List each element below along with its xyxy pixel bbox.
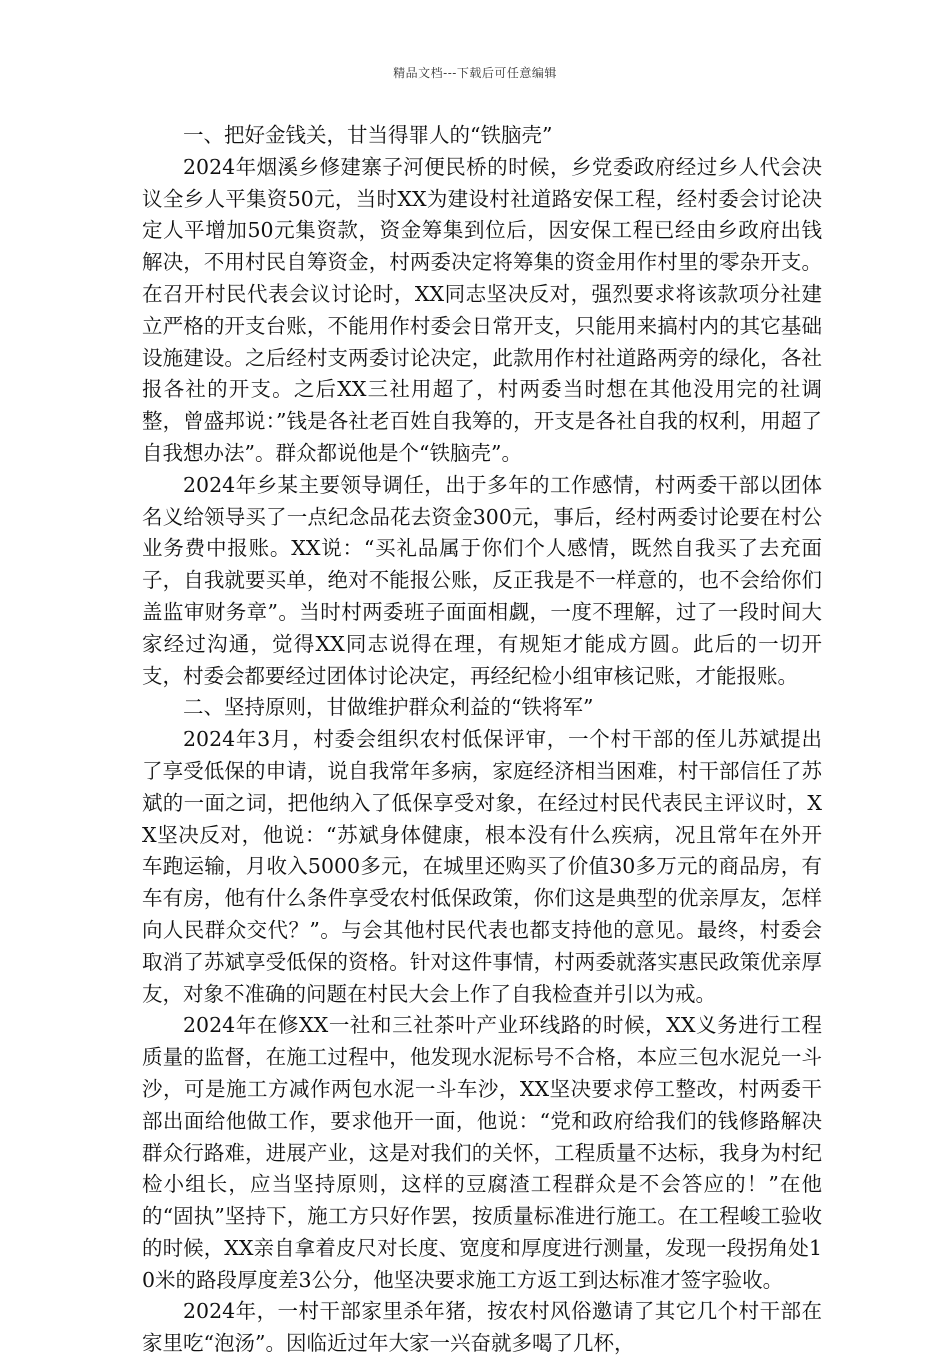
document-body (142, 120, 822, 1360)
paragraph: 2024年3月，村委会组织农村低保评审，一个村干部的侄儿苏斌提出了享受低保的申请，说自我常年多病，家庭经济相当困难，村干部信任了苏斌的一面之词，把他纳入了低保享受对象，在经过村民代表民主评议时，XX坚决反对，他说：“苏斌身体健康，根本没有什么疾病，况且常年在外开车跑运输，月收入5000多元，在城里还购买了价值30多万元的商品房，有车有房，他有什么条件享受农村低保政策，你们这是典型的优亲厚友，怎样向人民群众交代？”。与会其他村民代表也都支持他的意见。最终，村委会取消了苏斌享受低保的资格。针对这件事情，村两委就落实惠民政策优亲厚友，对象不准确的问题在村民大会上作了自我检查并引以为戒。 (142, 727, 822, 1006)
section-heading-2: 二、坚持原则，甘做维护群众利益的“铁将军” (183, 695, 594, 720)
paragraph: 2024年在修XX一社和三社茶叶产业环线路的时候，XX义务进行工程质量的监督，在施工过程中，他发现水泥标号不合格，本应三包水泥兑一斗沙，可是施工方减作两包水泥一斗车沙，XX坚决要求停工整改，村两委干部出面给他做工作，要求他开一面，他说：“党和政府给我们的钱修路解决群众行路难，进展产业，这是对我们的关怀，工程质量不达标，我身为村纪检小组长，应当坚持原则，这样的豆腐渣工程群众是不会答应的！”在他的“固执”坚持下，施工方只好作罢，按质量标准进行施工。在工程峻工验收的时候，XX亲自拿着皮尺对长度、宽度和厚度进行测量，发现一段拐角处10米的路段厚度差3公分，他坚决要求施工方返工到达标准才签字验收。 (142, 1013, 822, 1292)
section-heading-1: 一、把好金钱关，甘当得罪人的“铁脑壳” (183, 123, 553, 147)
paragraph: 2024年烟溪乡修建寨子河便民桥的时候，乡党委政府经过乡人代会决议全乡人平集资50元，当时XX为建设村社道路安保工程，经村委会讨论决定人平增加50元集资款，资金筹集到位后，因安保工程已经由乡政府出钱解决，不用村民自筹资金，村两委决定将筹集的资金用作村里的零杂开支。在召开村民代表会议讨论时，XX同志坚决反对，强烈要求将该款项分社建立严格的开支台账，不能用作村委会日常开支，只能用来搞村内的其它基础设施建设。之后经村支两委讨论决定，此款用作村社道路两旁的绿化，各社报各社的开支。之后XX三社用超了，村两委当时想在其他没用完的社调整，曾盛邦说：”钱是各社老百姓自我筹的，开支是各社自我的权利，用超了自我想办法”。群众都说他是个“铁脑壳”。 (142, 154, 822, 465)
paragraph: 2024年，一村干部家里杀年猪，按农村风俗邀请了其它几个村干部在家里吃“泡汤”。因临近过年大家一兴奋就多喝了几杯， (142, 1299, 822, 1356)
page-header: 精品文档---下载后可任意编辑 (393, 66, 557, 80)
paragraph: 2024年乡某主要领导调任，出于多年的工作感情，村两委干部以团体名义给领导买了一点纪念品花去资金300元，事后，经村两委讨论要在村公业务费中报账。XX说：“买礼品属于你们个人感情，既然自我买了去充面子，自我就要买单，绝对不能报公账，反正我是不一样意的，也不会给你们盖监审财务章”。当时村两委班子面面相觑，一度不理解，过了一段时间大家经过沟通，觉得XX同志说得在理，有规矩才能成方圆。此后的一切开支，村委会都要经过团体讨论决定，再经纪检小组审核记账，才能报账。 (142, 472, 822, 688)
